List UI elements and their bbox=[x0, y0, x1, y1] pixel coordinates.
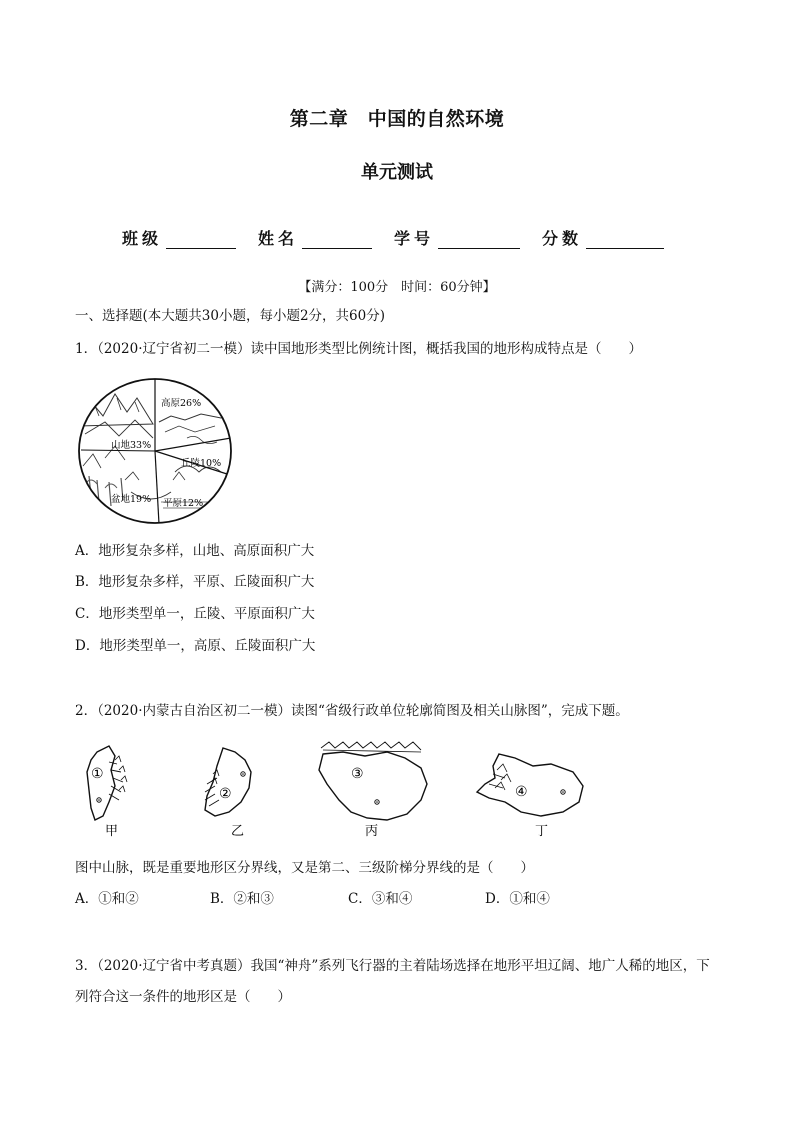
q1-stem: 1．（2020·辽宁省初二一模）读中国地形类型比例统计图，概括我国的地形构成特点是（ ） bbox=[75, 341, 642, 357]
name-field[interactable] bbox=[302, 230, 372, 249]
name-label: 姓名 bbox=[258, 229, 299, 248]
student-id-field[interactable] bbox=[438, 230, 520, 249]
map-number-3: ③ bbox=[351, 766, 364, 782]
map-number-1: ① bbox=[91, 766, 104, 782]
q3-stem-line2: 列符合这一条件的地形区是（ ） bbox=[75, 989, 291, 1005]
q2-option-a[interactable]: A．①和② bbox=[75, 891, 139, 907]
label-mountain: 山地33% bbox=[111, 440, 152, 451]
map-label-bing: 丙 bbox=[365, 824, 379, 839]
section-heading: 一、选择题(本大题共30小题，每小题2分，共60分) bbox=[75, 308, 385, 324]
terrain-pie-chart bbox=[75, 376, 235, 526]
student-id-label: 学号 bbox=[394, 229, 435, 248]
q2-question: 图中山脉，既是重要地形区分界线，又是第二、三级阶梯分界线的是（ ） bbox=[75, 860, 534, 876]
score-label: 分数 bbox=[542, 229, 583, 248]
label-plain: 平原12% bbox=[163, 498, 204, 509]
province-outline-maps bbox=[75, 740, 595, 840]
class-field[interactable] bbox=[166, 230, 236, 249]
q1-option-b[interactable]: B．地形复杂多样，平原、丘陵面积广大 bbox=[75, 574, 315, 590]
q1-option-c[interactable]: C．地形类型单一，丘陵、平原面积广大 bbox=[75, 606, 315, 622]
page-subtitle: 单元测试 bbox=[361, 162, 433, 183]
student-info-row bbox=[122, 226, 686, 249]
score-field[interactable] bbox=[586, 230, 664, 249]
map-label-jia: 甲 bbox=[105, 824, 119, 839]
label-hills: 丘陵10% bbox=[181, 458, 222, 469]
map-label-yi: 乙 bbox=[231, 824, 245, 839]
q2-option-b[interactable]: B．②和③ bbox=[210, 891, 274, 907]
map-label-ding: 丁 bbox=[535, 824, 549, 839]
label-basin: 盆地19% bbox=[111, 494, 152, 505]
map-ding bbox=[477, 754, 583, 839]
q1-option-d[interactable]: D．地形类型单一，高原、丘陵面积广大 bbox=[75, 638, 316, 654]
map-number-4: ④ bbox=[515, 784, 528, 800]
map-bing bbox=[319, 742, 427, 839]
q3-stem-line1: 3．（2020·辽宁省中考真题）我国“神舟”系列飞行器的主着陆场选择在地形平坦辽阔、地广人稀的地区，下 bbox=[75, 958, 710, 974]
page-title: 第二章 中国的自然环境 bbox=[289, 108, 505, 130]
q2-option-c[interactable]: C．③和④ bbox=[348, 891, 413, 907]
map-number-2: ② bbox=[219, 786, 232, 802]
q1-option-a[interactable]: A．地形复杂多样，山地、高原面积广大 bbox=[75, 543, 315, 559]
map-jia bbox=[87, 746, 127, 839]
exam-meta: 【满分：100分 时间：60分钟】 bbox=[298, 280, 496, 295]
label-plateau: 高原26% bbox=[161, 398, 202, 409]
q2-stem: 2．（2020·内蒙古自治区初二一模）读图“省级行政单位轮廓简图及相关山脉图”，完成下题。 bbox=[75, 703, 629, 719]
map-yi bbox=[205, 748, 251, 839]
class-label: 班级 bbox=[122, 229, 163, 248]
q2-option-d[interactable]: D．①和④ bbox=[485, 891, 550, 907]
